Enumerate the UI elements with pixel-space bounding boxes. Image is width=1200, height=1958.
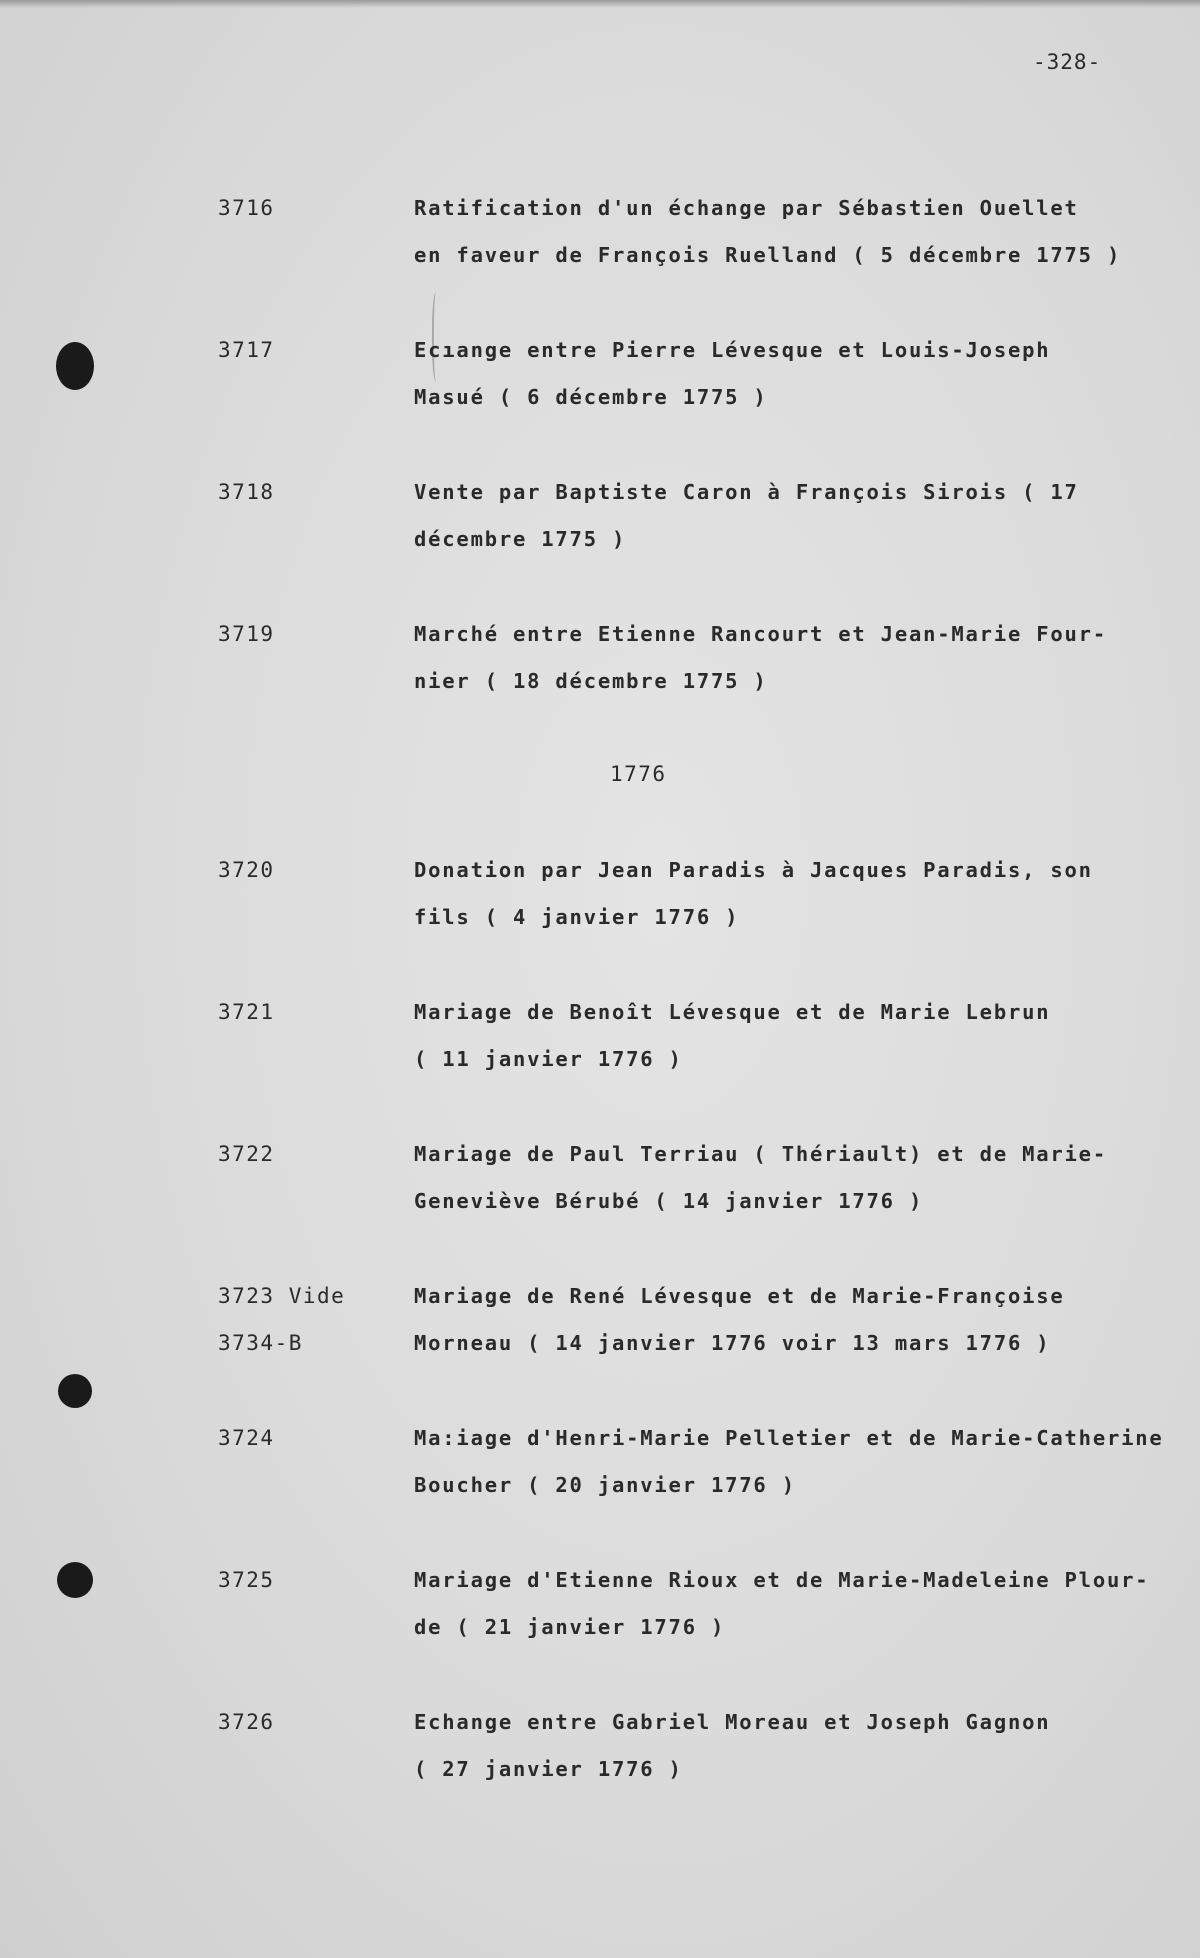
entry-text-line1: Ratification d'un échange par Sébastien Ouellet — [414, 196, 1079, 220]
entry-text-line1: Ma:iage d'Henri-Marie Pelletier et de Marie-Catherine — [414, 1426, 1164, 1450]
entry-text-line1: Marché entre Etienne Rancourt et Jean-Marie Four- — [414, 622, 1107, 646]
entry-text-line2: Geneviève Bérubé ( 14 janvier 1776 ) — [414, 1189, 924, 1213]
entry-number: 3718 — [218, 480, 275, 504]
punch-hole-middle — [58, 1374, 92, 1408]
entry-text-line2: Masué ( 6 décembre 1775 ) — [414, 385, 768, 409]
page-number: -328- — [1033, 50, 1102, 74]
punch-hole-bottom — [57, 1562, 93, 1598]
entry-text-line2: fils ( 4 janvier 1776 ) — [414, 905, 740, 929]
entry-number: 3720 — [218, 858, 275, 882]
entry-text-line1: Mariage de René Lévesque et de Marie-Françoise — [414, 1284, 1065, 1308]
scan-edge-shadow — [0, 0, 1200, 8]
entry-text-line2: décembre 1775 ) — [414, 527, 627, 551]
entry-text-line2: Boucher ( 20 janvier 1776 ) — [414, 1473, 796, 1497]
entry-number: 3726 — [218, 1710, 275, 1734]
entry-text-line2: nier ( 18 décembre 1775 ) — [414, 669, 768, 693]
entry-text-line1: Ecıange entre Pierre Lévesque et Louis-Joseph — [414, 338, 1051, 362]
pencil-mark — [432, 292, 442, 382]
entry-number: 3719 — [218, 622, 275, 646]
entry-number-secondary: 3734-B — [218, 1331, 303, 1355]
entry-number: 3725 — [218, 1568, 275, 1592]
entry-text-line1: Mariage d'Etienne Rioux et de Marie-Madeleine Plour- — [414, 1568, 1150, 1592]
entry-text-line2: ( 11 janvier 1776 ) — [414, 1047, 683, 1071]
entry-number: 3723 Vide — [218, 1284, 346, 1308]
entry-text-line2: ( 27 janvier 1776 ) — [414, 1757, 683, 1781]
entry-text-line1: Mariage de Benoît Lévesque et de Marie Lebrun — [414, 1000, 1051, 1024]
entry-text-line2: Morneau ( 14 janvier 1776 voir 13 mars 1776 ) — [414, 1331, 1051, 1355]
entry-number: 3716 — [218, 196, 275, 220]
year-heading: 1776 — [610, 762, 667, 786]
entry-number: 3717 — [218, 338, 275, 362]
entry-text-line2: en faveur de François Ruelland ( 5 décembre 1775 ) — [414, 243, 1122, 267]
entry-number: 3722 — [218, 1142, 275, 1166]
entry-number: 3724 — [218, 1426, 275, 1450]
entry-text-line1: Vente par Baptiste Caron à François Sirois ( 17 — [414, 480, 1079, 504]
entry-text-line2: de ( 21 janvier 1776 ) — [414, 1615, 726, 1639]
entry-number: 3721 — [218, 1000, 275, 1024]
punch-hole-top — [56, 342, 94, 390]
entry-text-line1: Donation par Jean Paradis à Jacques Paradis, son — [414, 858, 1093, 882]
entry-text-line1: Mariage de Paul Terriau ( Thériault) et de Marie- — [414, 1142, 1107, 1166]
entry-text-line1: Echange entre Gabriel Moreau et Joseph Gagnon — [414, 1710, 1051, 1734]
